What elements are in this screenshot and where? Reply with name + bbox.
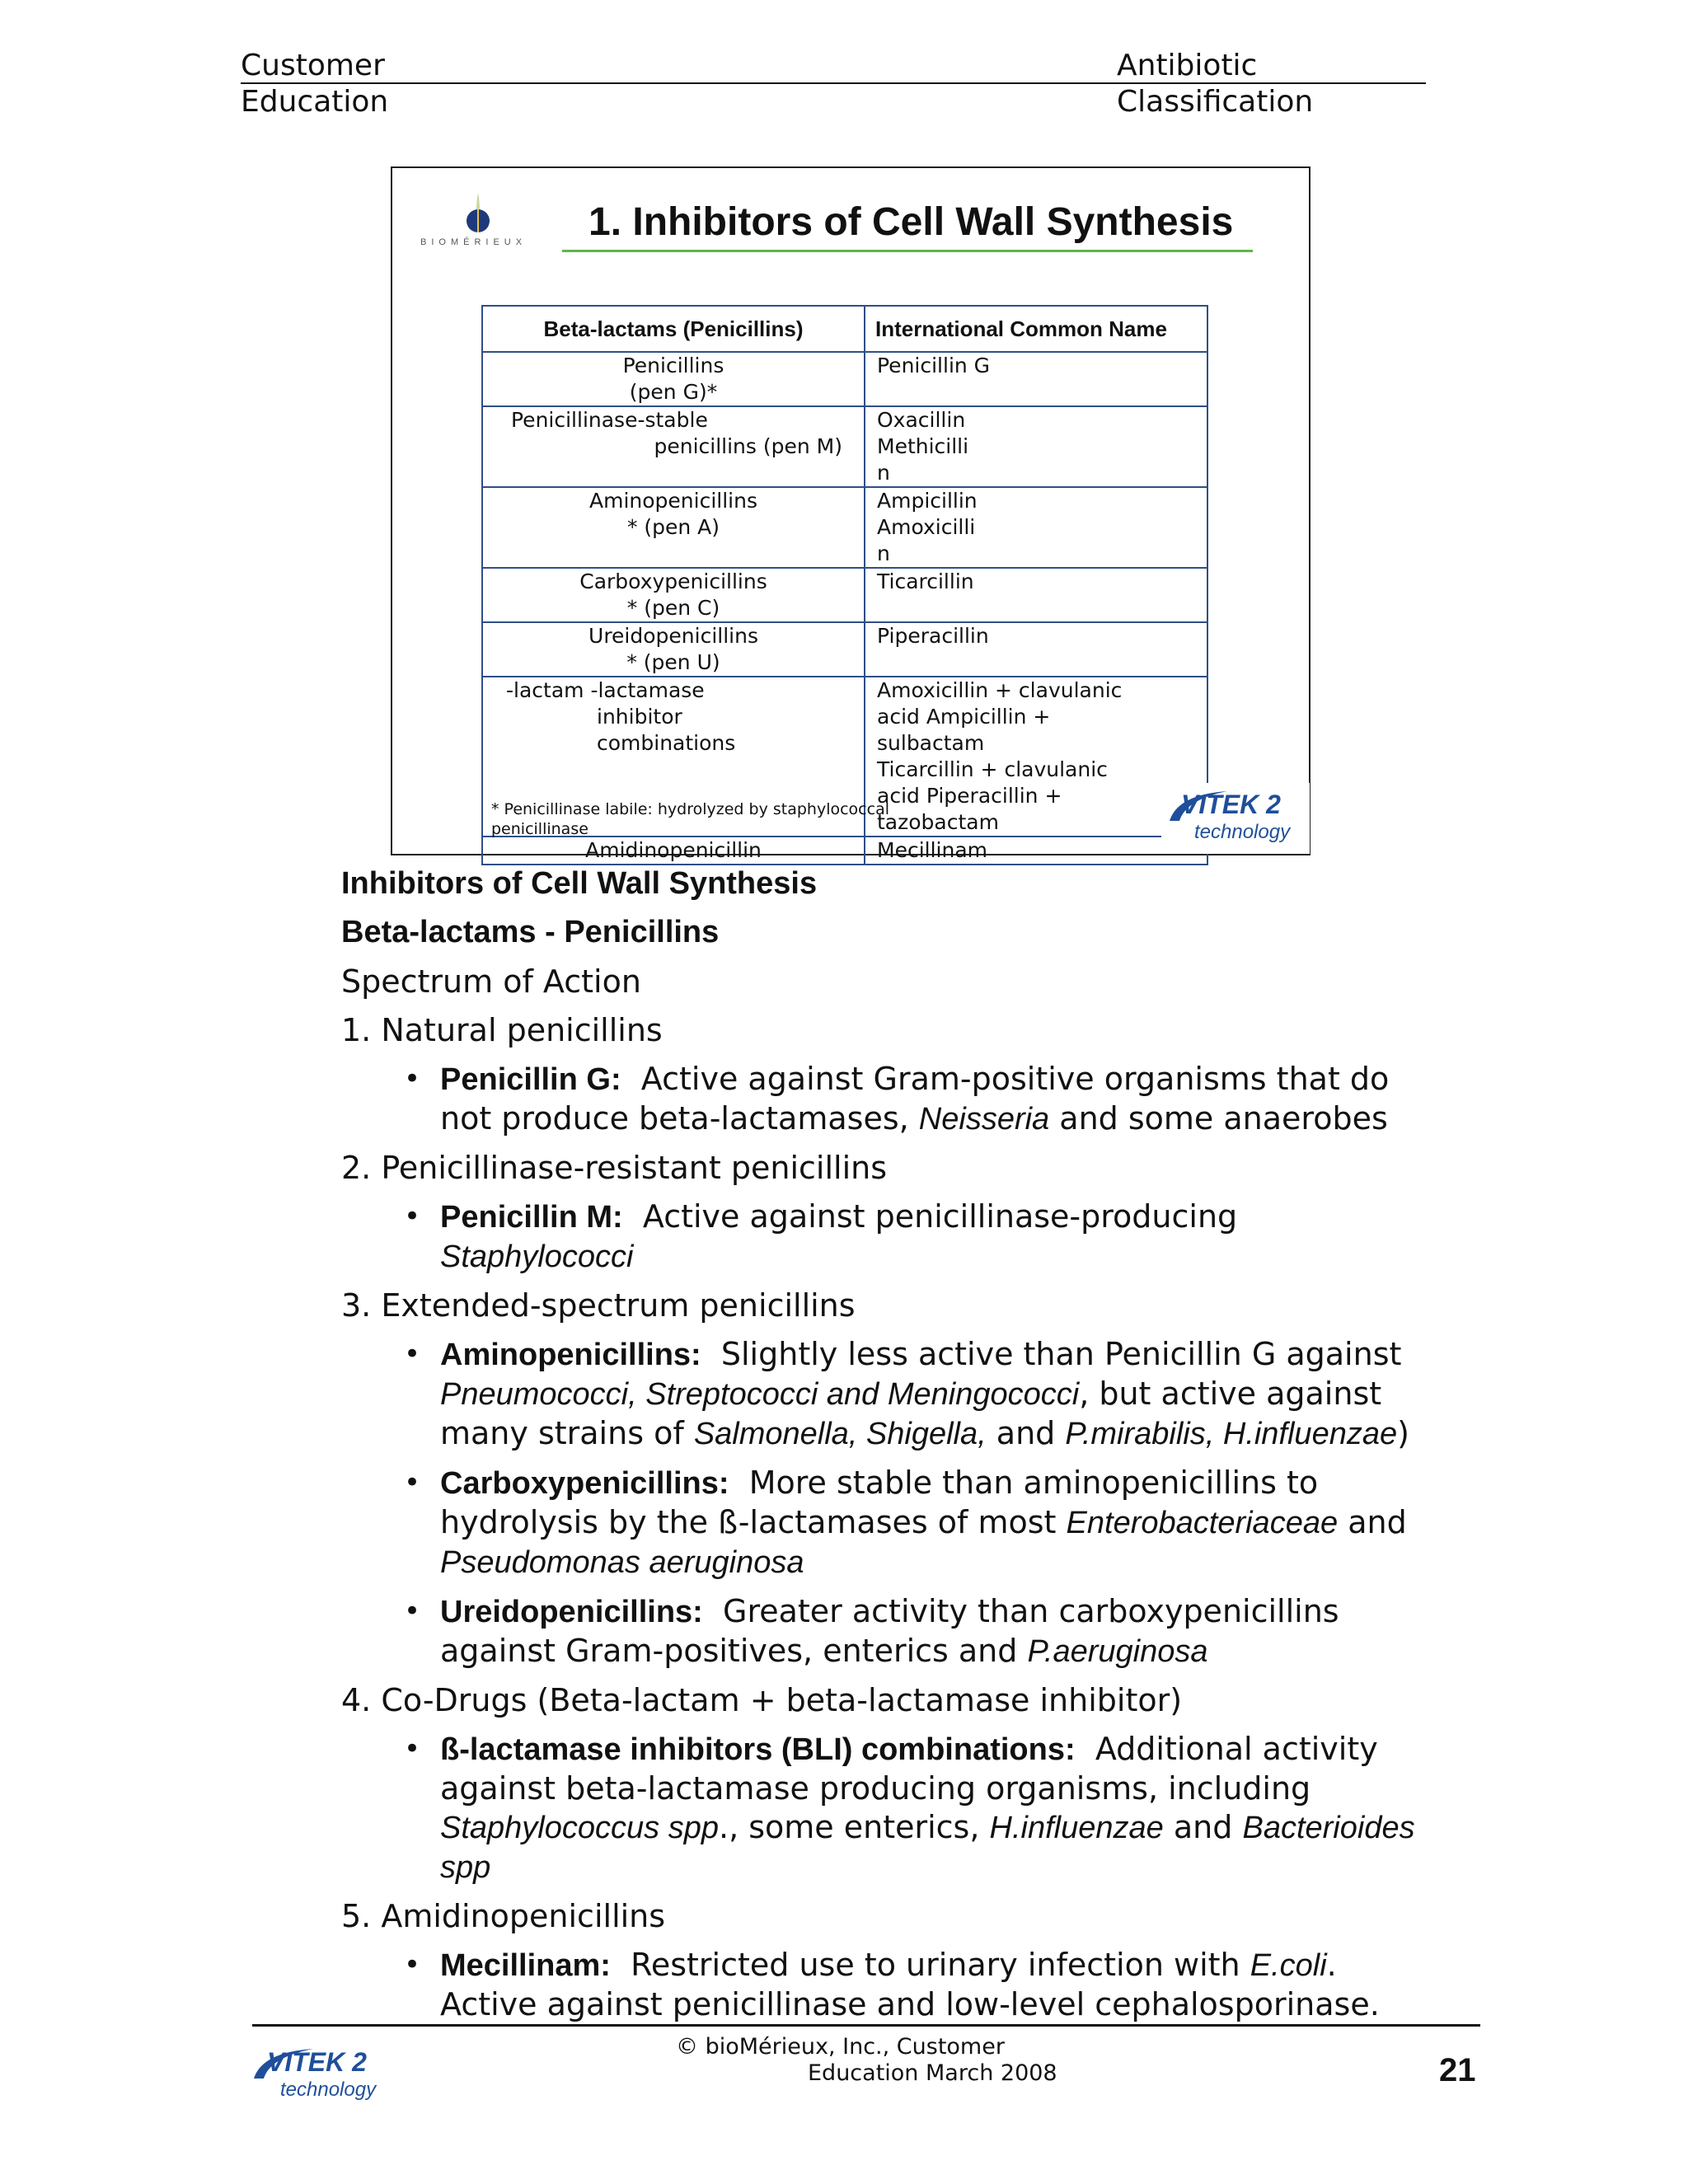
header-left xyxy=(241,48,388,120)
footer-copyright xyxy=(676,2034,1057,2087)
header-right-line1: Antibiotic xyxy=(1117,49,1258,82)
table-header-class: Beta-lactams (Penicillins) xyxy=(482,306,865,352)
table-header-name: International Common Name xyxy=(865,306,1207,352)
slide-title: 1. Inhibitors of Cell Wall Synthesis xyxy=(588,200,1234,244)
header-left-line2: Education xyxy=(241,85,389,119)
biomerieux-logo-icon xyxy=(420,185,536,267)
vitek-logo-sub: technology xyxy=(1194,821,1291,843)
page-number: 21 xyxy=(1439,2052,1476,2088)
section-heading: Inhibitors of Cell Wall Synthesis xyxy=(341,866,818,901)
table-row xyxy=(482,837,1207,865)
table-cell-class: Carboxypenicillins * (pen C) xyxy=(482,568,865,622)
footer-vitek-logo xyxy=(247,2042,412,2108)
bullet-ureidopenicillins: • Ureidopenicillins: Greater activity than carboxypenicillins against Gram-positives, enterics and P.aeruginosa xyxy=(404,1593,1339,1669)
table-cell-names: Penicillin G xyxy=(865,352,1207,406)
table-header-row xyxy=(482,306,1207,352)
table-cell-names: Piperacillin xyxy=(865,622,1207,677)
list-item-penicillinase-resistant: 2. Penicillinase-resistant penicillins xyxy=(341,1150,888,1186)
footer-rule xyxy=(252,2024,1480,2027)
bullet-bli-combinations: • ß-lactamase inhibitors (BLI) combinations: Additional activity against beta-lactamase producing organisms, including Staphylococcus spp., some enterics, H.influenzae and Bacterioides spp xyxy=(404,1731,1415,1885)
bullet-icon: • xyxy=(404,1466,421,1499)
slide-title-rule xyxy=(562,250,1253,252)
bullet-aminopenicillins: • Aminopenicillins: Slightly less active than Penicillin G against Pneumococci, Streptococci and Meningococci, but active against many strains of Salmonella, Shigella, and P.mirabilis, H.influenzae) xyxy=(404,1336,1409,1451)
table-cell-class: Penicillinase-stable penicillins (pen M) xyxy=(482,406,865,487)
bullet-icon: • xyxy=(404,1595,421,1628)
table-row xyxy=(482,568,1207,622)
bullet-icon: • xyxy=(404,1948,421,1981)
table-row xyxy=(482,352,1207,406)
table-cell-class: Ureidopenicillins * (pen U) xyxy=(482,622,865,677)
footer-copyright-line2: Education March 2008 xyxy=(808,2060,1057,2086)
bullet-icon: • xyxy=(404,1062,421,1095)
table-cell-class: Aminopenicillins * (pen A) xyxy=(482,487,865,568)
table-cell-class: Penicillins (pen G)* xyxy=(482,352,865,406)
table-row xyxy=(482,406,1207,487)
vitek-logo-text: VITEK 2 xyxy=(1181,790,1281,819)
header-right-line2: Classification xyxy=(1117,85,1314,119)
table-cell-names: Mecillinam xyxy=(865,837,1207,865)
bullet-mecillinam: • Mecillinam: Restricted use to urinary infection with E.coli. Active against penicillinase and low-level cephalosporinase. xyxy=(404,1947,1380,2022)
table-row xyxy=(482,487,1207,568)
footer-vitek-text: VITEK 2 xyxy=(267,2047,367,2077)
slide-footnote: * Penicillinase labile: hydrolyzed by staphylococcal penicillinase xyxy=(491,800,889,838)
spectrum-label: Spectrum of Action xyxy=(341,963,641,1000)
list-item-extended-spectrum: 3. Extended-spectrum penicillins xyxy=(341,1287,856,1324)
header-rule xyxy=(241,82,1426,84)
footer-vitek-sub: technology xyxy=(280,2079,377,2101)
body-content xyxy=(341,865,1437,2034)
bullet-icon: • xyxy=(404,1338,421,1371)
bullet-penicillin-g: • Penicillin G: Active against Gram-positive organisms that do not produce beta-lactamases, Neisseria and some anaerobes xyxy=(404,1061,1390,1137)
table-cell-names: Oxacillin Methicilli n xyxy=(865,406,1207,487)
vitek-logo xyxy=(1161,783,1310,854)
list-item-co-drugs: 4. Co-Drugs (Beta-lactam + beta-lactamase inhibitor) xyxy=(341,1682,1183,1718)
table-cell-names: Ampicillin Amoxicilli n xyxy=(865,487,1207,568)
table-cell-names: Ticarcillin xyxy=(865,568,1207,622)
table-row xyxy=(482,622,1207,677)
bullet-carboxypenicillins: • Carboxypenicillins: More stable than aminopenicillins to hydrolysis by the ß-lactamases of most Enterobacteriaceae and Pseudomonas aeruginosa xyxy=(404,1465,1407,1580)
list-item-amidinopenicillins: 5. Amidinopenicillins xyxy=(341,1898,666,1934)
section-subheading: Beta-lactams - Penicillins xyxy=(341,915,720,949)
table-cell-names: Amoxicillin + clavulanic acid Ampicillin + sulbactam Ticarcillin + clavulanic acid Piperacillin + tazobactam xyxy=(865,677,1207,837)
bullet-icon: • xyxy=(404,1200,421,1233)
footer-copyright-line1: © bioMérieux, Inc., Customer xyxy=(676,2034,1005,2060)
list-item-natural: 1. Natural penicillins xyxy=(341,1012,663,1048)
bullet-penicillin-m: • Penicillin M: Active against penicillinase-producing Staphylococci xyxy=(404,1198,1238,1274)
table-cell-class: Amidinopenicillin xyxy=(482,837,865,865)
header-left-line1: Customer xyxy=(241,49,385,82)
biomerieux-logo-text: BIOMÉRIEUX xyxy=(420,237,528,247)
slide-figure xyxy=(391,166,1311,862)
header-right xyxy=(1117,48,1313,120)
penicillins-table xyxy=(481,305,1208,865)
table-cell-class: -lactam -lactamase inhibitor combinations xyxy=(482,677,865,837)
bullet-icon: • xyxy=(404,1732,421,1765)
